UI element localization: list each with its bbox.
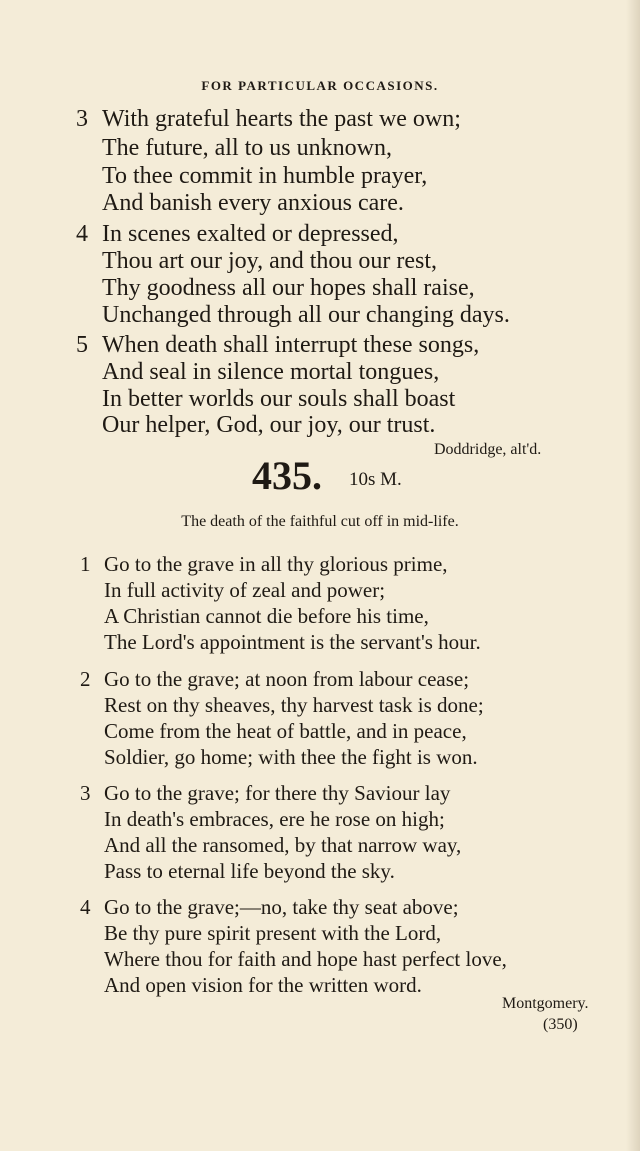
page-edge-shadow	[626, 0, 640, 1151]
attribution: Montgomery.	[502, 995, 589, 1012]
verse-line: Be thy pure spirit present with the Lord,	[104, 921, 442, 945]
attribution: Doddridge, alt'd.	[434, 441, 542, 458]
verse-line: Where thou for faith and hope hast perfect love,	[104, 947, 507, 971]
stanza-number: 4	[80, 895, 91, 919]
verse-line: Pass to eternal life beyond the sky.	[104, 859, 395, 883]
verse-line: Our helper, God, our joy, our trust.	[102, 412, 436, 438]
stanza-number: 3	[80, 781, 91, 805]
verse-line: Thy goodness all our hopes shall raise,	[102, 275, 475, 301]
verse-line: In better worlds our souls shall boast	[102, 386, 456, 412]
stanza-number: 5	[76, 332, 88, 358]
verse-line: Rest on thy sheaves, thy harvest task is done;	[104, 693, 484, 717]
verse-line: Go to the grave;—no, take thy seat above;	[104, 895, 459, 919]
stanza-number: 2	[80, 667, 91, 691]
stanza-number: 1	[80, 552, 91, 576]
verse-line: Go to the grave; at noon from labour cease;	[104, 667, 470, 691]
verse-line: Go to the grave; for there thy Saviour lay	[104, 781, 451, 805]
verse-line: And all the ransomed, by that narrow way,	[104, 833, 462, 857]
stanza-number: 4	[76, 221, 88, 247]
verse-line: Come from the heat of battle, and in peace,	[104, 719, 467, 743]
verse-line: And banish every anxious care.	[102, 190, 404, 216]
verse-line: Soldier, go home; with thee the fight is won.	[104, 745, 478, 769]
hymn-subtitle: The death of the faithful cut off in mid-life.	[181, 513, 459, 530]
verse-line: In scenes exalted or depressed,	[102, 221, 399, 247]
verse-line: In death's embraces, ere he rose on high;	[104, 807, 445, 831]
verse-line: To thee commit in humble prayer,	[102, 163, 428, 189]
verse-line: In full activity of zeal and power;	[104, 578, 386, 602]
hymn-number: 435.	[252, 453, 322, 498]
page-number: (350)	[543, 1016, 578, 1033]
verse-line: With grateful hearts the past we own;	[102, 106, 461, 132]
verse-line: And open vision for the written word.	[104, 973, 422, 997]
hymn-meter: 10s M.	[349, 469, 402, 490]
running-header: FOR PARTICULAR OCCASIONS.	[201, 78, 439, 93]
verse-line: Go to the grave in all thy glorious prime,	[104, 552, 448, 576]
stanza-number: 3	[76, 106, 88, 132]
verse-line: The Lord's appointment is the servant's hour.	[104, 630, 481, 654]
verse-line: A Christian cannot die before his time,	[104, 604, 429, 628]
verse-line: The future, all to us unknown,	[102, 135, 392, 161]
verse-line: When death shall interrupt these songs,	[102, 332, 480, 358]
verse-line: Unchanged through all our changing days.	[102, 302, 510, 328]
verse-line: Thou art our joy, and thou our rest,	[102, 248, 438, 274]
verse-line: And seal in silence mortal tongues,	[102, 359, 440, 385]
